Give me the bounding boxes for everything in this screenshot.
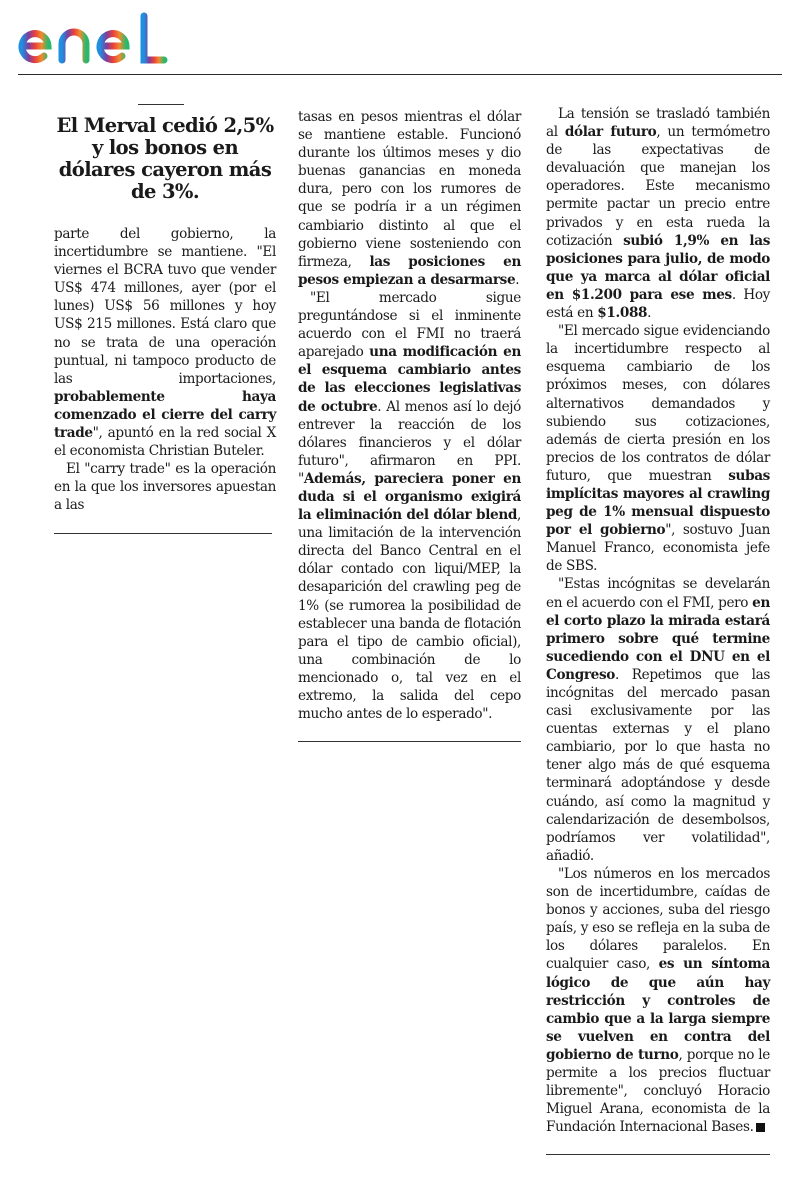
paragraph: "Estas incógnitas se develarán en el acuerdo con el FMI, pero en el corto plazo la mirada estará primero sobre qué termine sucediendo con el DNU en el Congreso. Repetimos que las incógnitas del mercado pasan casi exclusivamente por las cuentas externas y el plano cambiario, por lo que hasta no tener algo más de qué esquema terminará adoptándose y desde cuándo, así como la magnitud y calendarización de desembolsos, podríamos ver volatilidad", añadió. [546,576,770,864]
enel-logo [18,8,178,68]
article-column-2 [298,108,521,742]
column-end-rule [298,741,521,742]
paragraph: "El mercado sigue evidenciando la incertidumbre respecto al esquema cambiario de los próximos meses, con dólares alternativos demandados y subiendo sus cotizaciones, además de cierta presión en los precios de los contratos de dólar futuro, que muestran subas implícitas mayores al crawling peg de 1% mensual dispuesto por el gobierno", sostuvo Juan Manuel Franco, economista jefe de SBS. [546,323,771,575]
headline-top-rule [138,104,184,105]
paragraph: El "carry trade" es la operación en la que los inversores apuestan a las [54,461,276,514]
paragraph: tasas en pesos mientras el dólar se mantiene estable. Funcionó durante los últimos meses y dio buenas ganancias en moneda dura, pero con los rumores de que se podría ir a un régimen cambiario distinto al que el gobierno viene sosteniendo con firmeza, las posiciones en pesos empiezan a desarmarse. [298,109,521,288]
paragraph: parte del gobierno, la incertidumbre se mantiene. "El viernes el BCRA tuvo que vender US$ 474 millones, ayer (por el lunes) US$ 56 millones y hoy US$ 215 millones. Está claro que no se trata de una operación puntual, ni tampoco producto de las importaciones, probablemente haya comenzado el cierre del carry trade", apuntó en la red social X el economista Christian Buteler. [54,226,276,460]
article-column-1 [54,98,276,534]
page-header [0,0,800,80]
paragraph: La tensión se trasladó también al dólar futuro, un termómetro de las expectativas de devaluación que manejan los operadores. Este mecanismo permite pactar un precio entre privados y en esta rueda la cotización subió 1,9% en las posiciones para julio, de modo que ya marca al dólar oficial en $1.200 para ese mes. Hoy está en $1.088. [546,106,770,322]
column-end-rule [54,533,272,534]
header-divider [18,74,782,75]
paragraph: "Los números en los mercados son de incertidumbre, caídas de bonos y acciones, suba del riesgo país, y eso se refleja en la suba de los dólares paralelos. En cualquier caso, es un síntoma lógico de que aún hay restricción y controles de cambio que a la larga siempre se vuelven en contra del gobierno de turno, porque no le permite a los precios fluctuar libremente", concluyó Horacio Miguel Arana, economista de la Fundación Internacional Bases. [546,865,770,1136]
paragraph: "El mercado sigue preguntándose si el inminente acuerdo con el FMI no traerá aparejado una modificación en el esquema cambiario antes de las elecciones legislativas de octubre. Al menos así lo dejó entrever la reacción de los dólares financieros y el dólar futuro", afirmaron en PPI. "Además, pareciera poner en duda si el organismo exigirá la eliminación del dólar blend, una limitación de la intervención directa del Banco Central en el dólar contado con liqui/MEP, la desaparición del crawling peg de 1% (se rumorea la posibilidad de establecer una banda de flotación para el tipo de cambio oficial), una combinación de lo mencionado o, tal vez en el extremo, la salida del cepo mucho antes de lo esperado". [298,289,522,723]
end-of-article-mark [756,1123,765,1132]
column-end-rule [546,1154,770,1155]
article-column-3 [546,105,770,1155]
article-headline: El Merval cedió 2,5% y los bonos en dólares cayeron más de 3%. [56,114,274,203]
